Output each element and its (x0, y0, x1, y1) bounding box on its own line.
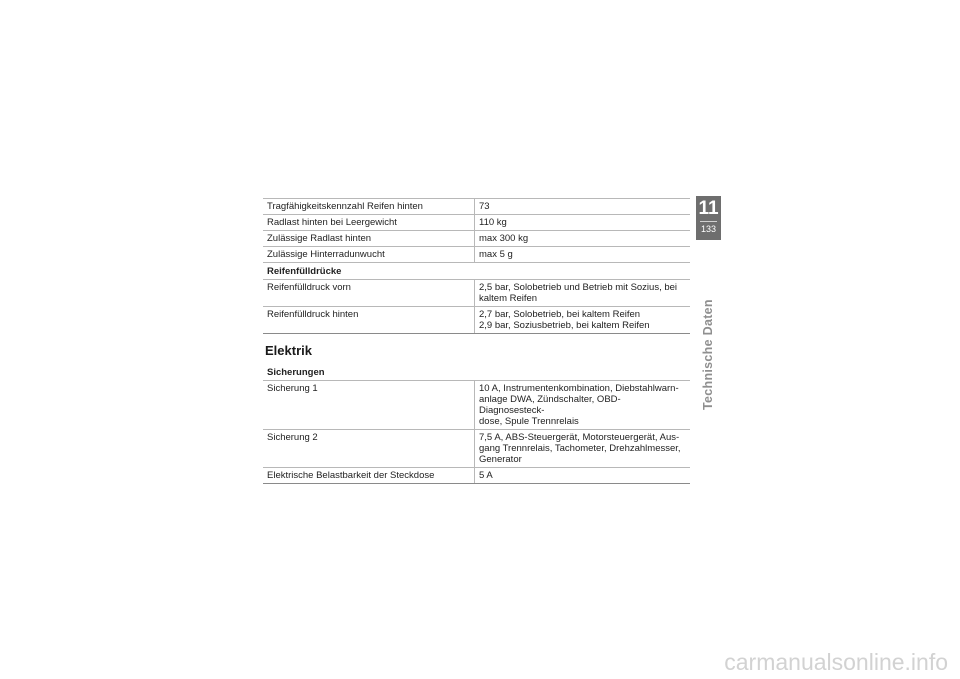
row-label: Zulässige Radlast hinten (263, 231, 475, 247)
row-label: Reifenfülldruck vorn (263, 280, 475, 307)
table-row (263, 199, 690, 215)
row-value: max 300 kg (475, 231, 691, 247)
value-line: 10 A, Instrumentenkombination, Diebstahlwarn- (479, 383, 679, 394)
chapter-side-label-text: Technische Daten (701, 299, 715, 410)
row-label: Sicherung 1 (263, 381, 475, 430)
table-subheading-row (263, 263, 690, 280)
chapter-badge (696, 196, 721, 240)
row-value: max 5 g (475, 247, 691, 263)
row-label: Zulässige Hinterradunwucht (263, 247, 475, 263)
value-line: Generator (479, 454, 522, 465)
value-line: anlage DWA, Zündschalter, OBD-Diagnosesteck- (479, 394, 621, 416)
table-row (263, 215, 690, 231)
row-value: 110 kg (475, 215, 691, 231)
table-row (263, 231, 690, 247)
value-line: 2,5 bar, Solobetrieb und Betrieb mit Sozius, bei (479, 282, 678, 293)
row-label: Radlast hinten bei Leergewicht (263, 215, 475, 231)
value-line: 7,5 A, ABS-Steuergerät, Motorsteuergerät, Aus- (479, 432, 680, 443)
row-value (475, 468, 691, 484)
table-subheading-row (263, 364, 690, 381)
row-label: Tragfähigkeitskennzahl Reifen hinten (263, 199, 475, 215)
row-value (475, 430, 691, 468)
chapter-side-label (701, 270, 715, 410)
section-title-elektrik: Elektrik (265, 343, 312, 358)
value-line: 5 A (479, 470, 493, 481)
row-label: Elektrische Belastbarkeit der Steckdose (263, 468, 475, 484)
row-value (475, 381, 691, 430)
table-row (263, 381, 690, 430)
elektrik-spec-table (263, 364, 690, 484)
chapter-divider (700, 221, 717, 222)
tire-pressure-subheading: Reifenfülldrücke (263, 263, 690, 280)
value-line: dose, Spule Trennrelais (479, 416, 579, 427)
watermark: carmanualsonline.info (724, 649, 948, 675)
table-row (263, 307, 690, 334)
row-label: Reifenfülldruck hinten (263, 307, 475, 334)
value-line: 2,7 bar, Solobetrieb, bei kaltem Reifen (479, 309, 641, 320)
tire-spec-table (263, 198, 690, 334)
page-content (263, 198, 690, 484)
value-line: gang Trennrelais, Tachometer, Drehzahlmesser, (479, 443, 681, 454)
row-value: 73 (475, 199, 691, 215)
row-value (475, 280, 691, 307)
page-number: 133 (700, 224, 717, 234)
table-row (263, 468, 690, 484)
row-value (475, 307, 691, 334)
fuses-subheading: Sicherungen (263, 364, 690, 381)
row-label: Sicherung 2 (263, 430, 475, 468)
table-row (263, 247, 690, 263)
table-row (263, 430, 690, 468)
table-row (263, 280, 690, 307)
chapter-number: 11 (698, 198, 719, 219)
value-line: kaltem Reifen (479, 293, 538, 304)
value-line: 2,9 bar, Soziusbetrieb, bei kaltem Reifen (479, 320, 650, 331)
